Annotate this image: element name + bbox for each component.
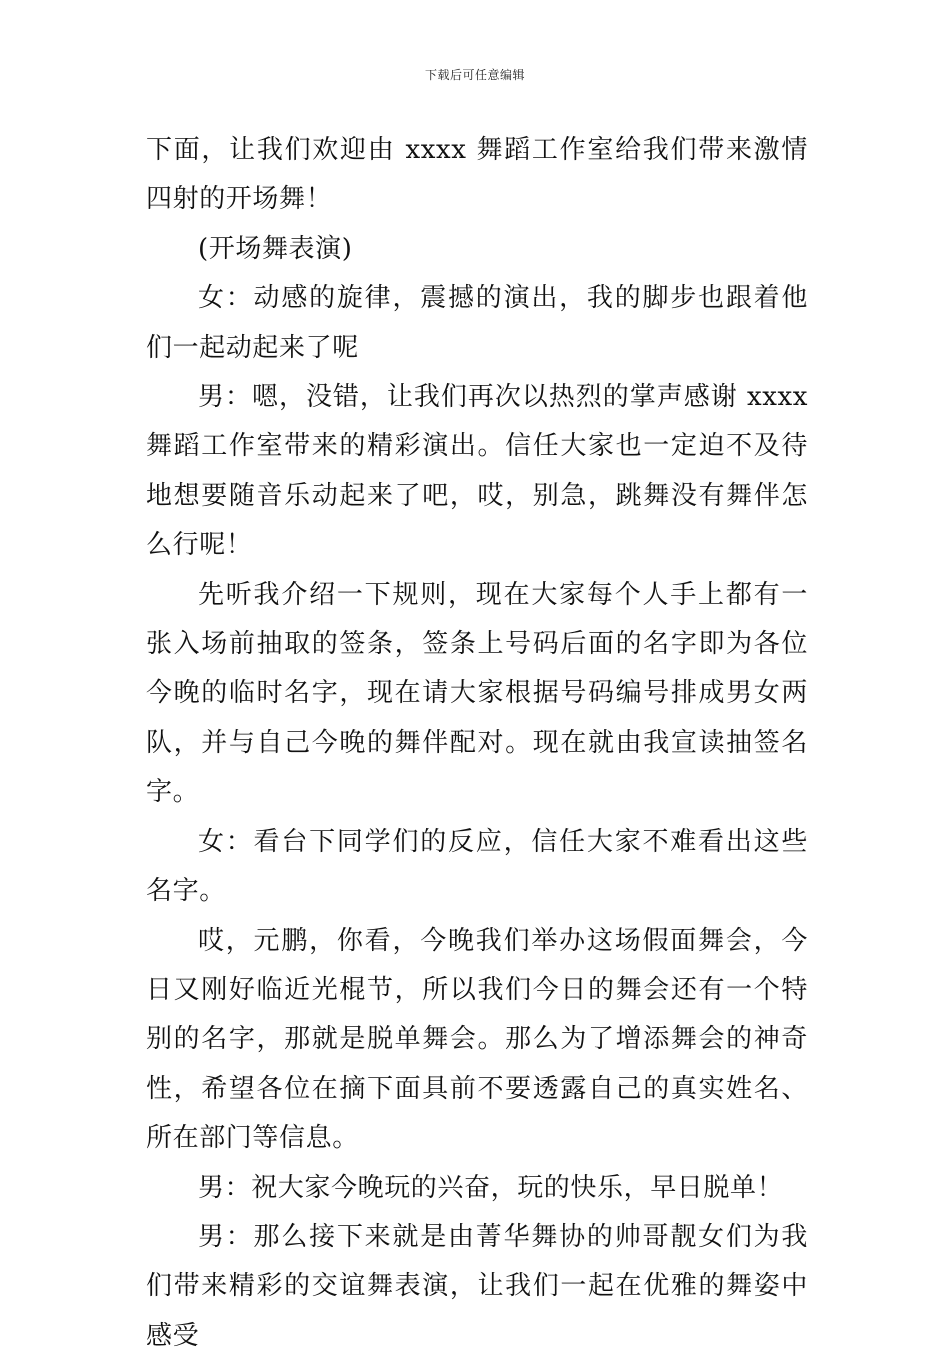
paragraph: 女：看台下同学们的反应，信任大家不难看出这些名字。 <box>146 826 808 907</box>
paragraph: 先听我介绍一下规则，现在大家每个人手上都有一张入场前抽取的签条，签条上号码后面的名字即为各位今晚的临时名字，现在请大家根据号码编号排成男女两队，并与自己今晚的舞伴配对。现在就由我宣读抽签名字。 <box>146 579 808 808</box>
paragraph: 男：那么接下来就是由菁华舞协的帅哥靓女们为我们带来精彩的交谊舞表演，让我们一起在优雅的舞姿中感受 <box>146 1221 808 1351</box>
paragraph: 下面，让我们欢迎由 xxxx 舞蹈工作室给我们带来激情四射的开场舞！ <box>146 135 808 215</box>
paragraph: 哎，元鹏，你看，今晚我们举办这场假面舞会，今日又刚好临近光棍节，所以我们今日的舞会还有一个特别的名字，那就是脱单舞会。那么为了增添舞会的神奇性，希望各位在摘下面具前不要透露自己的真实姓名、所在部门等信息。 <box>146 925 808 1154</box>
paragraph: 男：嗯，没错，让我们再次以热烈的掌声感谢 xxxx 舞蹈工作室带来的精彩演出。信任大家也一定迫不及待地想要随音乐动起来了吧，哎，别急，跳舞没有舞伴怎么行呢！ <box>146 382 808 561</box>
paragraph: 女：动感的旋律，震撼的演出，我的脚步也跟着他们一起动起来了呢 <box>146 283 808 363</box>
document-body <box>146 126 808 1361</box>
paragraph: (开场舞表演) <box>198 233 353 264</box>
page-header: 下载后可任意编辑 <box>424 68 525 82</box>
paragraph: 男：祝大家今晚玩的兴奋，玩的快乐，早日脱单！ <box>198 1172 784 1203</box>
